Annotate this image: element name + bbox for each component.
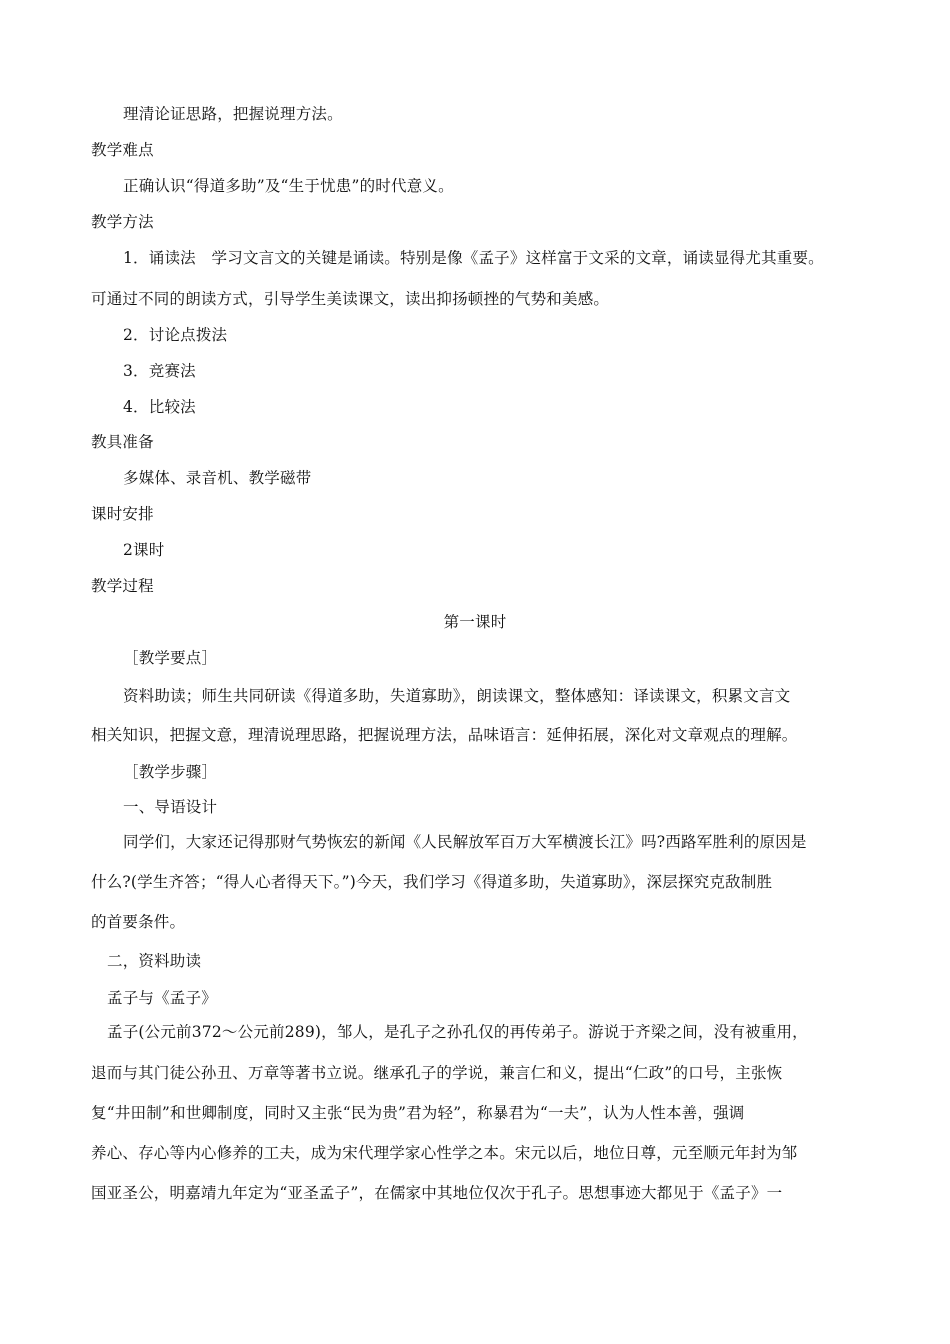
paragraph-line: 资料助读；师生共同研读《得道多助，失道寡助》，朗读课文，整体感知：译读课文，积累文言文 <box>123 687 791 705</box>
paragraph-line: 复“井田制”和世卿制度，同时又主张“民为贵”君为轻”，称暴君为“一夫”，认为人性本善，强调 <box>91 1104 745 1122</box>
paragraph-line: 孟子(公元前372～公元前289)，邹人，是孔子之孙孔仅的再传弟子。游说于齐梁之间，没有被重用， <box>107 1023 808 1041</box>
paragraph-line: 可通过不同的朗读方式，引导学生美读课文，读出抑扬顿挫的气势和美感。 <box>91 290 610 308</box>
subsection-heading: 一、导语设计 <box>123 798 218 816</box>
list-item: 3．竞赛法 <box>123 362 196 380</box>
list-item: 4．比较法 <box>123 398 196 416</box>
paragraph-line: 养心、存心等内心修养的工夫，成为宋代理学家心性学之本。宋元以后，地位日尊，元至顺元年封为邹 <box>91 1144 798 1162</box>
paragraph-line: 多媒体、录音机、教学磁带 <box>123 469 312 487</box>
subsection-label: ［教学步骤］ <box>123 763 218 781</box>
section-heading: 教学过程 <box>91 577 154 595</box>
section-heading: 教学方法 <box>91 213 154 231</box>
paragraph-line: 理清论证思路，把握说理方法。 <box>123 105 343 123</box>
paragraph-line: 正确认识“得道多助”及“生于忧患”的时代意义。 <box>123 177 454 195</box>
section-heading: 教具准备 <box>91 433 154 451</box>
paragraph-line: 国亚圣公，明嘉靖九年定为“亚圣孟子”，在儒家中其地位仅次于孔子。思想事迹大都见于《孟子》一 <box>91 1184 783 1202</box>
subsection-heading: 孟子与《孟子》 <box>107 989 217 1007</box>
list-item: 2．讨论点拨法 <box>123 326 228 344</box>
lesson-title: 第一课时 <box>443 613 507 631</box>
paragraph-line: 相关知识，把握文意，理清说理思路，把握说理方法，品味语言：延伸拓展，深化对文章观点的理解。 <box>91 726 798 744</box>
paragraph-line: 的首要条件。 <box>91 913 186 931</box>
paragraph-line: 同学们，大家还记得那财气势恢宏的新闻《人民解放军百万大军横渡长江》吗?西路军胜利的原因是 <box>123 833 807 851</box>
paragraph-line: 2课时 <box>123 541 165 559</box>
section-heading: 课时安排 <box>91 505 154 523</box>
subsection-heading: 二，资料助读 <box>107 952 202 970</box>
paragraph-line: 什么?(学生齐答；“得人心者得天下。”)今天，我们学习《得道多助，失道寡助》，深层探究克敌制胜 <box>91 873 773 891</box>
subsection-label: ［教学要点］ <box>123 649 218 667</box>
paragraph-line: 1．诵读法 学习文言文的关键是诵读。特别是像《孟子》这样富于文采的文章，诵读显得尤其重要。 <box>123 249 824 267</box>
section-heading: 教学难点 <box>91 141 154 159</box>
paragraph-line: 退而与其门徒公孙丑、万章等著书立说。继承孔子的学说，兼言仁和义，提出“仁政”的口号，主张恢 <box>91 1064 783 1082</box>
